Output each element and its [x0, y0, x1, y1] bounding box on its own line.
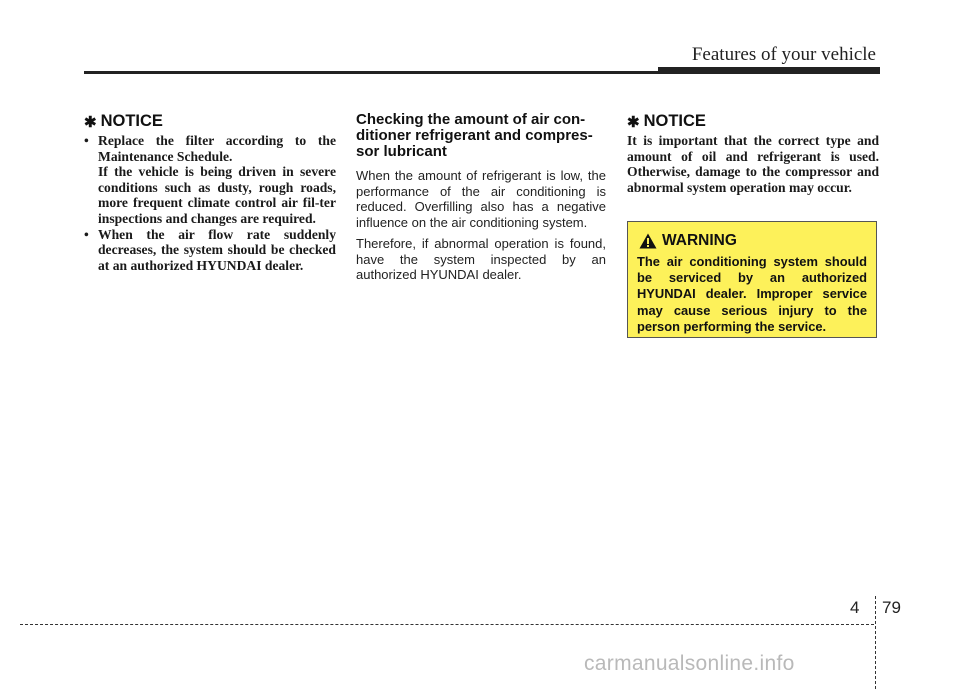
header-rule-accent	[658, 67, 880, 74]
right-notice-heading-text: NOTICE	[643, 112, 706, 130]
warning-box	[627, 221, 877, 338]
section-heading: Checking the amount of air con-ditioner refrigerant and compres-sor lubricant	[356, 111, 593, 160]
right-notice-text: It is important that the correct type and amount of oil and refrigerant is used. Otherwise, damage to the compressor and abnormal system operation may occur.	[627, 133, 879, 195]
left-notice-heading	[84, 112, 336, 131]
right-notice-heading	[627, 112, 879, 131]
list-item-text: Replace the filter according to the Maintenance Schedule.	[98, 133, 336, 164]
page-number: 79	[882, 598, 901, 617]
list-item-text: When the air flow rate suddenly decreases, the system should be checked at an authorized HYUNDAI dealer.	[98, 226, 336, 273]
bullet-dot: •	[84, 133, 89, 148]
list-item	[84, 133, 336, 227]
body-paragraph: When the amount of refrigerant is low, the performance of the air conditioning is reduced. Overfilling also has a negative influence on the air conditioning system.	[356, 168, 606, 230]
warning-title	[637, 232, 867, 250]
list-item	[84, 227, 336, 274]
body-paragraph: Therefore, if abnormal operation is found, have the system inspected by an authorized HYUNDAI dealer.	[356, 236, 606, 282]
right-notice	[627, 112, 879, 195]
notice-star-icon: ✱	[627, 113, 640, 131]
list-item-text: If the vehicle is being driven in severe conditions such as dusty, rough roads, more frequent climate control air fil-ter inspections and changes are required.	[98, 164, 336, 226]
bullet-dot: •	[84, 226, 89, 242]
chapter-number: 4	[850, 598, 860, 617]
watermark: carmanualsonline.info	[584, 652, 795, 675]
header-title: Features of your vehicle	[691, 44, 876, 65]
footer-divider	[875, 596, 876, 689]
warning-triangle-icon	[639, 233, 657, 249]
footer-rule	[20, 624, 874, 625]
left-notice-list	[84, 133, 336, 273]
notice-star-icon: ✱	[84, 113, 97, 131]
warning-text: The air conditioning system should be serviced by an authorized HYUNDAI dealer. Improper service may cause serious injury to the person performing the service.	[637, 254, 867, 334]
left-notice-heading-text: NOTICE	[100, 112, 163, 130]
left-notice	[84, 112, 336, 273]
middle-section	[356, 112, 606, 289]
warning-title-text: WARNING	[662, 232, 737, 249]
